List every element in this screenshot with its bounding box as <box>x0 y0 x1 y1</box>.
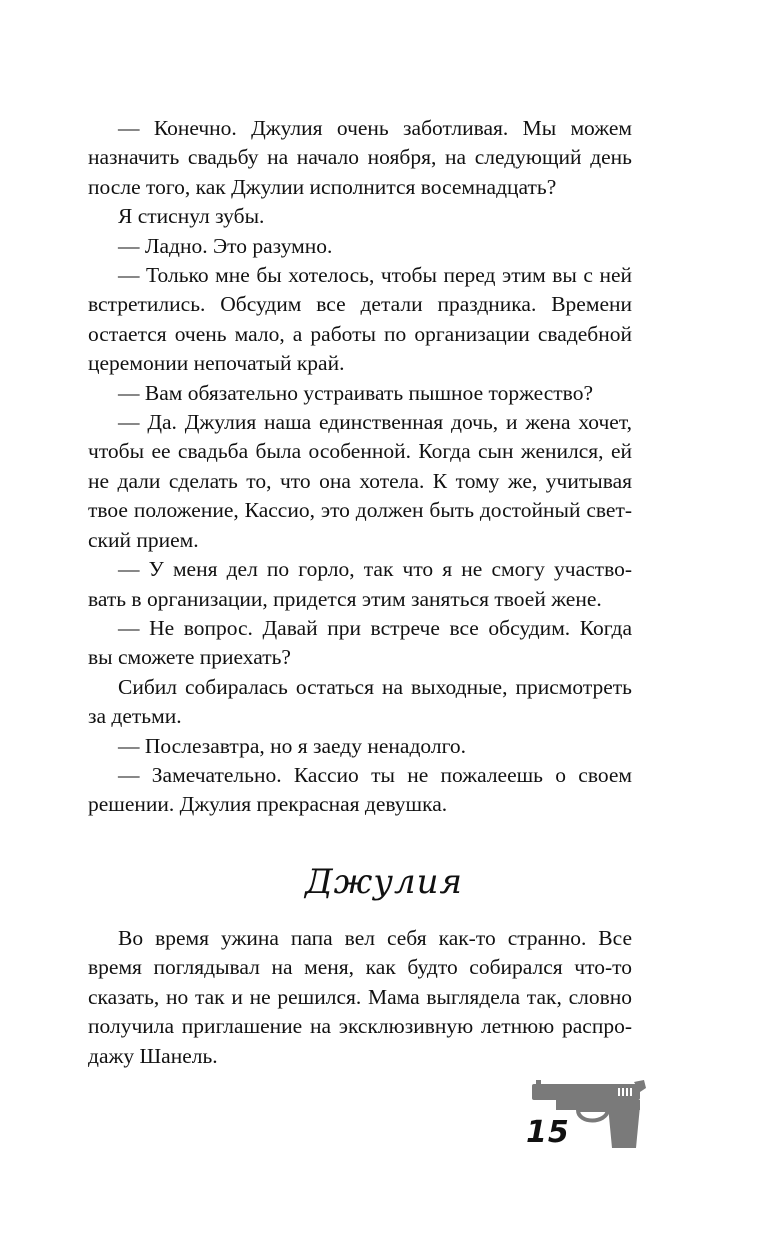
text-line: встретились. Обсудим все детали праздника. Времени <box>88 292 632 317</box>
text-line: — Не вопрос. Давай при встрече все обсудим. Когда <box>118 615 632 640</box>
paragraph <box>118 202 632 231</box>
text-line: — Замечательно. Кассио ты не пожалеешь о своем <box>118 762 632 787</box>
text-line: время поглядывал на меня, как будто собирался что-то <box>88 955 632 980</box>
chapter-text-part-2 <box>88 924 632 1071</box>
text-line: вы сможете приехать? <box>88 645 291 670</box>
text-line: остается очень мало, а работы по организации свадебной <box>88 321 632 346</box>
paragraph <box>88 114 632 202</box>
text-line: получила приглашение на эксклюзивную летнюю распро- <box>88 1014 632 1039</box>
text-line: чтобы ее свадьба была особенной. Когда сын женился, ей <box>88 439 632 464</box>
text-line: назначить свадьбу на начало ноября, на следующий день <box>88 145 632 170</box>
text-line: дажу Шанель. <box>88 1043 218 1068</box>
paragraph <box>118 379 632 408</box>
paragraph <box>88 555 632 614</box>
text-line: Сибил собиралась остаться на выходные, присмотреть <box>118 674 632 699</box>
text-line: сказать, но так и не решился. Мама выглядела так, словно <box>88 984 632 1009</box>
text-line: ский прием. <box>88 527 199 552</box>
text-line: — Только мне бы хотелось, чтобы перед этим вы с ней <box>118 263 632 288</box>
paragraph <box>88 761 632 820</box>
page-number: 15 <box>526 1115 570 1150</box>
text-line: вать в организации, придется этим заняться твоей жене. <box>88 586 602 611</box>
text-line: после того, как Джулии исполнится восемнадцать? <box>88 174 557 199</box>
text-line: решении. Джулия прекрасная девушка. <box>88 792 448 817</box>
text-line: Во время ужина папа вел себя как-то странно. Все <box>118 926 632 950</box>
paragraph <box>118 232 632 261</box>
paragraph <box>88 408 632 555</box>
text-line: — Да. Джулия наша единственная дочь, и жена хочет, <box>118 410 632 435</box>
text-line: за детьми. <box>88 704 182 729</box>
chapter-text-part-1 <box>88 114 632 820</box>
text-line: — Вам обязательно устраивать пышное торжество? <box>118 380 593 405</box>
text-line: — Ладно. Это разумно. <box>118 233 333 258</box>
text-line: церемонии непочатый край. <box>88 351 345 376</box>
text-line: не дали сделать то, что она хотела. К тому же, учитывая <box>88 468 632 493</box>
paragraph <box>88 673 632 732</box>
paragraph <box>88 614 632 673</box>
text-line: — Конечно. Джулия очень заботливая. Мы можем <box>118 116 632 140</box>
paragraph <box>88 261 632 379</box>
text-line: твое положение, Кассио, это должен быть достойный свет- <box>88 498 632 523</box>
text-line: — Послезавтра, но я заеду ненадолго. <box>118 733 467 758</box>
text-line: — У меня дел по горло, так что я не смогу участво- <box>118 557 632 582</box>
text-line: Я стиснул зубы. <box>118 204 265 229</box>
paragraph <box>118 732 632 761</box>
chapter-heading: Джулия <box>304 862 464 902</box>
paragraph <box>88 924 632 1071</box>
